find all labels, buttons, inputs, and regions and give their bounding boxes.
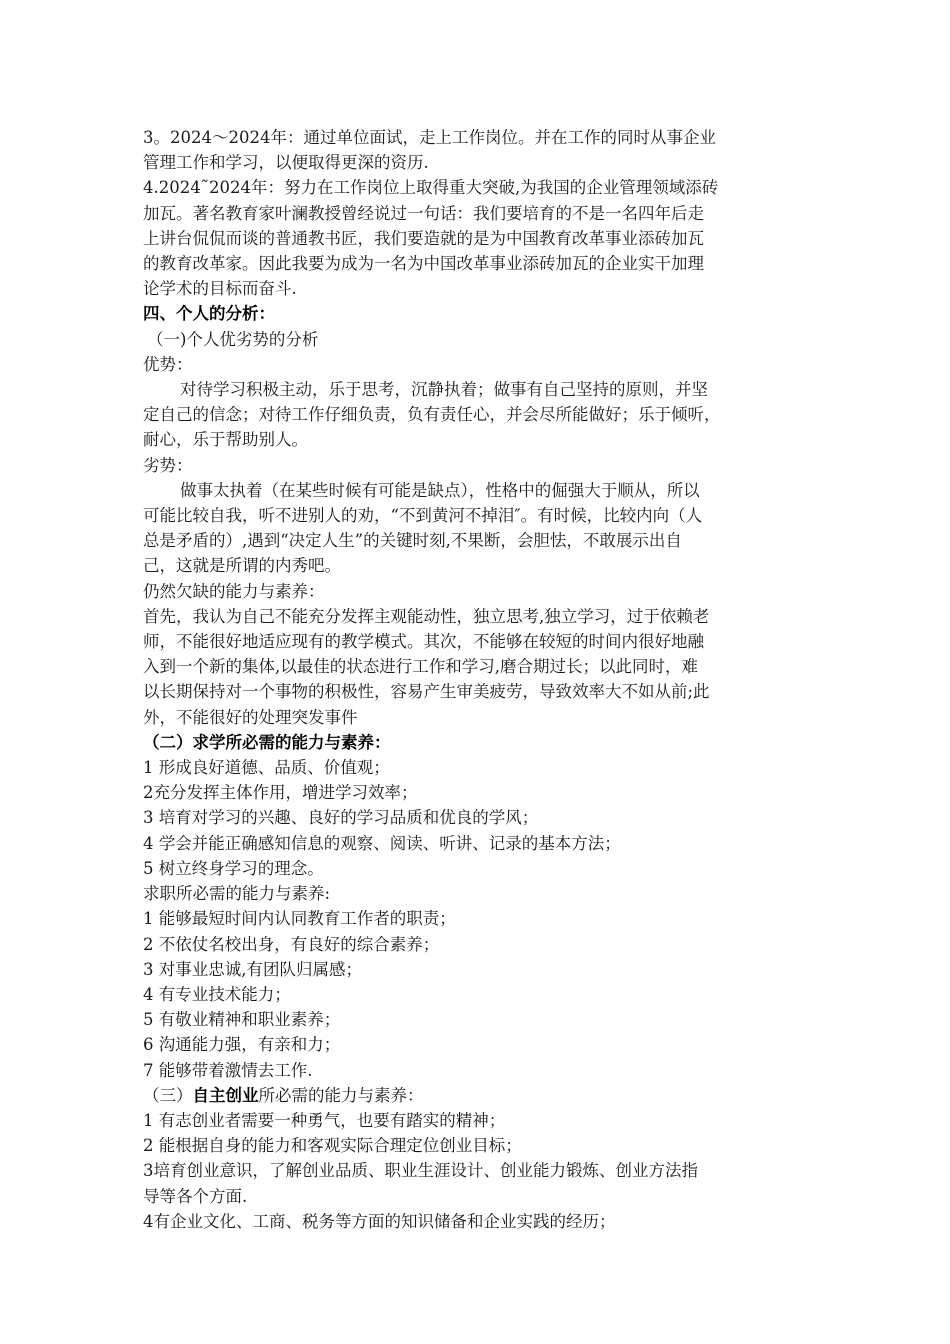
paragraph-line: 上讲台侃侃而谈的普通教书匠，我们要造就的是为中国教育改革事业添砖加瓦 bbox=[143, 228, 704, 248]
startup-heading-suffix: 所必需的能力与素养： bbox=[258, 1085, 424, 1105]
list-item: 7 能够带着激情去工作. bbox=[143, 1060, 313, 1080]
job-list bbox=[143, 906, 808, 1082]
study-heading: （二）求学所必需的能力与素养： bbox=[143, 732, 391, 752]
paragraph-line: 定自己的信念；对待工作仔细负责，负有责任心，并会尽所能做好；乐于倾听， bbox=[143, 405, 721, 425]
career-plan-item-4 bbox=[143, 175, 808, 301]
list-item: 5 树立终身学习的理念。 bbox=[143, 858, 324, 878]
study-list bbox=[143, 755, 808, 881]
lacking-paragraph bbox=[143, 604, 808, 730]
list-item: 1 有志创业者需要一种勇气，也要有踏实的精神； bbox=[143, 1110, 506, 1130]
paragraph-line: 做事太执着（在某些时候有可能是缺点），性格中的倔强大于顺从，所以 bbox=[180, 480, 700, 500]
section-4-heading: 四、个人的分析： bbox=[143, 304, 275, 324]
list-item: 2充分发挥主体作用，增进学习效率； bbox=[143, 783, 418, 803]
paragraph-line: 总是矛盾的）,遇到“决定人生”的关键时刻,不果断，会胆怯，不敢展示出自 bbox=[143, 531, 682, 551]
job-heading: 求职所必需的能力与素养: bbox=[143, 884, 331, 904]
startup-heading-bold: 自主创业 bbox=[192, 1085, 259, 1105]
weaknesses-paragraph bbox=[143, 478, 808, 579]
list-item: 3 对事业忠诚,有团队归属感； bbox=[143, 959, 362, 979]
subsection-1-heading: （一)个人优劣势的分析 bbox=[147, 329, 319, 349]
paragraph-line: 管理工作和学习，以便取得更深的资历. bbox=[143, 153, 429, 173]
paragraph-line: 3。2024～2024年：通过单位面试，走上工作岗位。并在工作的同时从事企业 bbox=[143, 128, 716, 147]
career-plan-item-3 bbox=[143, 125, 808, 175]
list-item: 1 能够最短时间内认同教育工作者的职责； bbox=[143, 909, 456, 929]
strengths-paragraph bbox=[143, 377, 808, 453]
document-page bbox=[143, 125, 808, 1234]
paragraph-line: 己，这就是所谓的内秀吧。 bbox=[143, 556, 341, 576]
list-item: 4有企业文化、工商、税务等方面的知识储备和企业实践的经历； bbox=[143, 1211, 616, 1231]
list-item: 3 培育对学习的兴趣、良好的学习品质和优良的学风； bbox=[143, 808, 539, 828]
list-item: 4 有专业技术能力； bbox=[143, 984, 291, 1004]
paragraph-line: 入到一个新的集体,以最佳的状态进行工作和学习,磨合期过长；以此同时，难 bbox=[143, 657, 698, 677]
weaknesses-label: 劣势： bbox=[143, 455, 193, 475]
list-item: 5 有敬业精神和职业素养； bbox=[143, 1010, 341, 1030]
startup-heading-prefix: （三） bbox=[143, 1085, 193, 1105]
paragraph-line: 加瓦。著名教育家叶澜教授曾经说过一句话：我们要培育的不是一名四年后走 bbox=[143, 203, 704, 223]
paragraph-line: 首先，我认为自己不能充分发挥主观能动性，独立思考,独立学习，过于依赖老 bbox=[143, 606, 710, 626]
lacking-label: 仍然欠缺的能力与素养： bbox=[143, 581, 325, 601]
startup-heading bbox=[143, 1083, 808, 1108]
paragraph-line: 师，不能很好地适应现有的教学模式。其次，不能够在较短的时间内很好地融 bbox=[143, 632, 704, 652]
paragraph-line: 外，不能很好的处理突发事件 bbox=[143, 707, 358, 727]
paragraph-line: 耐心，乐于帮助别人。 bbox=[143, 430, 308, 450]
list-item: 3培育创业意识，了解创业品质、职业生涯设计、创业能力锻炼、创业方法指 bbox=[143, 1161, 698, 1181]
paragraph-line: 4.2024˜2024年：努力在工作岗位上取得重大突破,为我国的企业管理领域添砖 bbox=[143, 178, 719, 198]
startup-list bbox=[143, 1108, 808, 1234]
list-item: 2 能根据自身的能力和客观实际合理定位创业目标； bbox=[143, 1136, 522, 1156]
paragraph-line: 对待学习积极主动，乐于思考，沉静执着；做事有自己坚持的原则，并坚 bbox=[180, 380, 708, 400]
paragraph-line: 以长期保持对一个事物的积极性，容易产生审美疲劳，导致效率大不如从前;此 bbox=[143, 682, 710, 702]
list-item: 6 沟通能力强，有亲和力； bbox=[143, 1035, 341, 1055]
list-item: 导等各个方面. bbox=[143, 1186, 248, 1206]
paragraph-line: 的教育改革家。因此我要为成为一名为中国改革事业添砖加瓦的企业实干加理 bbox=[143, 254, 704, 274]
paragraph-line: 论学术的目标而奋斗. bbox=[143, 279, 297, 299]
strengths-label: 优势： bbox=[143, 354, 193, 374]
list-item: 4 学会并能正确感知信息的观察、阅读、听讲、记录的基本方法； bbox=[143, 833, 621, 853]
list-item: 1 形成良好道德、品质、价值观； bbox=[143, 758, 390, 778]
list-item: 2 不依仗名校出身，有良好的综合素养； bbox=[143, 934, 440, 954]
paragraph-line: 可能比较自我，听不进别人的劝，“不到黄河不掉泪″。有时候，比较内向（人 bbox=[143, 506, 703, 526]
